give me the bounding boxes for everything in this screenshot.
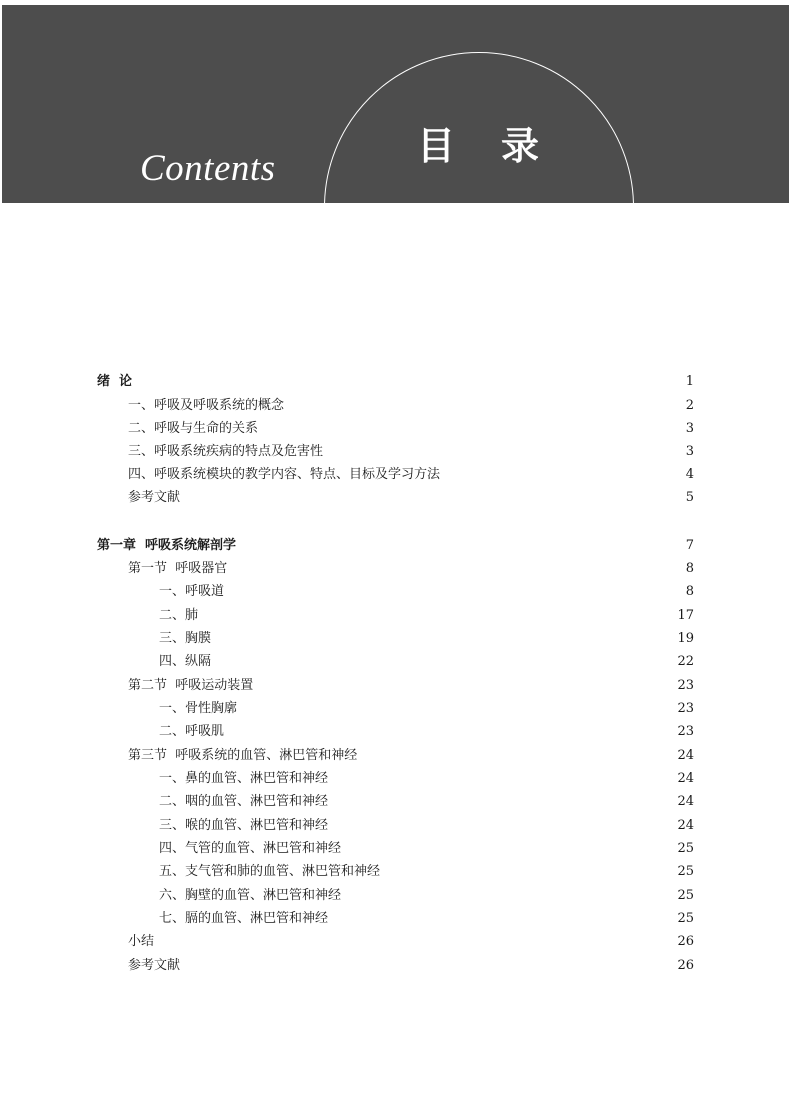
toc-entry[interactable] bbox=[128, 418, 694, 440]
toc-entry[interactable] bbox=[128, 441, 694, 463]
dot-leader bbox=[357, 885, 671, 907]
toc-entry-page: 25 bbox=[677, 888, 694, 903]
toc-entry-references[interactable] bbox=[128, 955, 694, 977]
toc-entry-page: 24 bbox=[677, 748, 694, 763]
toc-entry[interactable] bbox=[159, 721, 694, 743]
dot-leader bbox=[234, 721, 671, 743]
toc-entry-label: 小结 bbox=[128, 934, 155, 949]
toc-entry-page: 23 bbox=[677, 724, 694, 739]
toc-entry-page: 25 bbox=[677, 911, 694, 926]
toc-entry-page: 22 bbox=[677, 654, 694, 669]
dot-leader bbox=[456, 464, 674, 486]
toc-entry-label: 七、膈的血管、淋巴管和神经 bbox=[159, 911, 329, 926]
toc-entry-section[interactable] bbox=[128, 558, 694, 580]
toc-entry-label: 二、呼吸肌 bbox=[159, 724, 225, 739]
toc-entry-page: 26 bbox=[677, 934, 694, 949]
dot-leader bbox=[164, 931, 671, 953]
toc-entry-label: 二、肺 bbox=[159, 608, 199, 623]
dot-leader bbox=[243, 558, 674, 580]
toc-entry-label: 第三节 呼吸系统的血管、淋巴管和神经 bbox=[128, 748, 358, 763]
dot-leader bbox=[221, 651, 671, 673]
toc-entry-summary[interactable] bbox=[128, 931, 694, 953]
toc-entry-page: 26 bbox=[677, 958, 694, 973]
dot-leader bbox=[344, 815, 671, 837]
toc-entry-label: 二、呼吸与生命的关系 bbox=[128, 421, 259, 436]
toc-entry-label: 一、呼吸及呼吸系统的概念 bbox=[128, 398, 285, 413]
header-banner bbox=[2, 5, 789, 203]
dot-leader bbox=[208, 605, 671, 627]
toc-entry-page: 4 bbox=[685, 467, 694, 482]
toc-entry-label: 四、气管的血管、淋巴管和神经 bbox=[159, 841, 342, 856]
toc-entry-page: 17 bbox=[677, 608, 694, 623]
toc-entry[interactable] bbox=[159, 908, 694, 930]
dot-leader bbox=[190, 955, 671, 977]
toc-entry-section[interactable] bbox=[128, 675, 694, 697]
toc-entry-introduction[interactable] bbox=[97, 371, 694, 393]
contents-heading-en: Contents bbox=[140, 148, 276, 189]
toc-entry-label: 绪 论 bbox=[97, 374, 133, 389]
dot-leader bbox=[240, 581, 674, 603]
toc-entry-label: 一、鼻的血管、淋巴管和神经 bbox=[159, 771, 329, 786]
toc-entry-label: 五、支气管和肺的血管、淋巴管和神经 bbox=[159, 864, 381, 879]
toc-entry-label: 六、胸壁的血管、淋巴管和神经 bbox=[159, 888, 342, 903]
toc-entry-label: 三、呼吸系统疾病的特点及危害性 bbox=[128, 444, 324, 459]
toc-entry[interactable] bbox=[128, 395, 694, 417]
dot-leader bbox=[252, 535, 674, 557]
dot-leader bbox=[396, 861, 671, 883]
toc-entry-page: 8 bbox=[685, 561, 694, 576]
toc-entry-page: 8 bbox=[685, 584, 694, 599]
toc-entry[interactable] bbox=[159, 768, 694, 790]
toc-entry-page: 25 bbox=[677, 841, 694, 856]
dot-leader bbox=[344, 908, 671, 930]
toc-entry[interactable] bbox=[159, 861, 694, 883]
toc-entry-page: 3 bbox=[685, 421, 694, 436]
toc-entry-page: 23 bbox=[677, 701, 694, 716]
toc-entry[interactable] bbox=[159, 885, 694, 907]
toc-entry-section[interactable] bbox=[128, 745, 694, 767]
toc-entry[interactable] bbox=[128, 464, 694, 486]
toc-entry[interactable] bbox=[159, 698, 694, 720]
toc-entry-page: 25 bbox=[677, 864, 694, 879]
toc-entry-label: 一、骨性胸廓 bbox=[159, 701, 238, 716]
dot-leader bbox=[221, 628, 671, 650]
toc-entry-page: 1 bbox=[685, 374, 694, 389]
toc-entry-page: 24 bbox=[677, 771, 694, 786]
toc-entry-label: 三、胸膜 bbox=[159, 631, 212, 646]
dot-leader bbox=[300, 395, 674, 417]
toc-entry-label: 四、呼吸系统模块的教学内容、特点、目标及学习方法 bbox=[128, 467, 441, 482]
toc-entry[interactable] bbox=[159, 815, 694, 837]
dot-leader bbox=[274, 418, 674, 440]
toc-entry-page: 24 bbox=[677, 818, 694, 833]
dot-leader bbox=[357, 838, 671, 860]
toc-entry-label: 四、纵隔 bbox=[159, 654, 212, 669]
dot-leader bbox=[196, 487, 674, 509]
toc-entry-label: 一、呼吸道 bbox=[159, 584, 225, 599]
toc-entry-page: 5 bbox=[685, 490, 694, 505]
toc-entry[interactable] bbox=[159, 838, 694, 860]
toc-entry-label: 参考文献 bbox=[128, 490, 181, 505]
toc-entry-label: 第一节 呼吸器官 bbox=[128, 561, 228, 576]
toc-entry[interactable] bbox=[128, 487, 694, 509]
toc-entry-page: 3 bbox=[685, 444, 694, 459]
toc-entry[interactable] bbox=[159, 581, 694, 603]
dot-leader bbox=[344, 768, 671, 790]
dot-leader bbox=[263, 675, 671, 697]
toc-entry-label: 三、喉的血管、淋巴管和神经 bbox=[159, 818, 329, 833]
toc-entry-page: 24 bbox=[677, 794, 694, 809]
dot-leader bbox=[373, 745, 671, 767]
toc-entry-page: 23 bbox=[677, 678, 694, 693]
toc-entry-page: 19 bbox=[677, 631, 694, 646]
toc-entry[interactable] bbox=[159, 651, 694, 673]
toc-entry-label: 第二节 呼吸运动装置 bbox=[128, 678, 254, 693]
toc-entry[interactable] bbox=[159, 791, 694, 813]
toc-entry[interactable] bbox=[159, 605, 694, 627]
toc-entry-page: 2 bbox=[685, 398, 694, 413]
toc-entry-page: 7 bbox=[685, 538, 694, 553]
dot-leader bbox=[339, 441, 674, 463]
toc-entry-label: 第一章 呼吸系统解剖学 bbox=[97, 538, 237, 553]
dot-leader bbox=[148, 371, 674, 393]
page-title: 目录 bbox=[417, 124, 586, 168]
dot-leader bbox=[344, 791, 671, 813]
toc-entry[interactable] bbox=[159, 628, 694, 650]
dot-leader bbox=[247, 698, 671, 720]
toc-entry-label: 二、咽的血管、淋巴管和神经 bbox=[159, 794, 329, 809]
toc-entry-chapter-1[interactable] bbox=[97, 535, 694, 557]
toc-entry-label: 参考文献 bbox=[128, 958, 181, 973]
